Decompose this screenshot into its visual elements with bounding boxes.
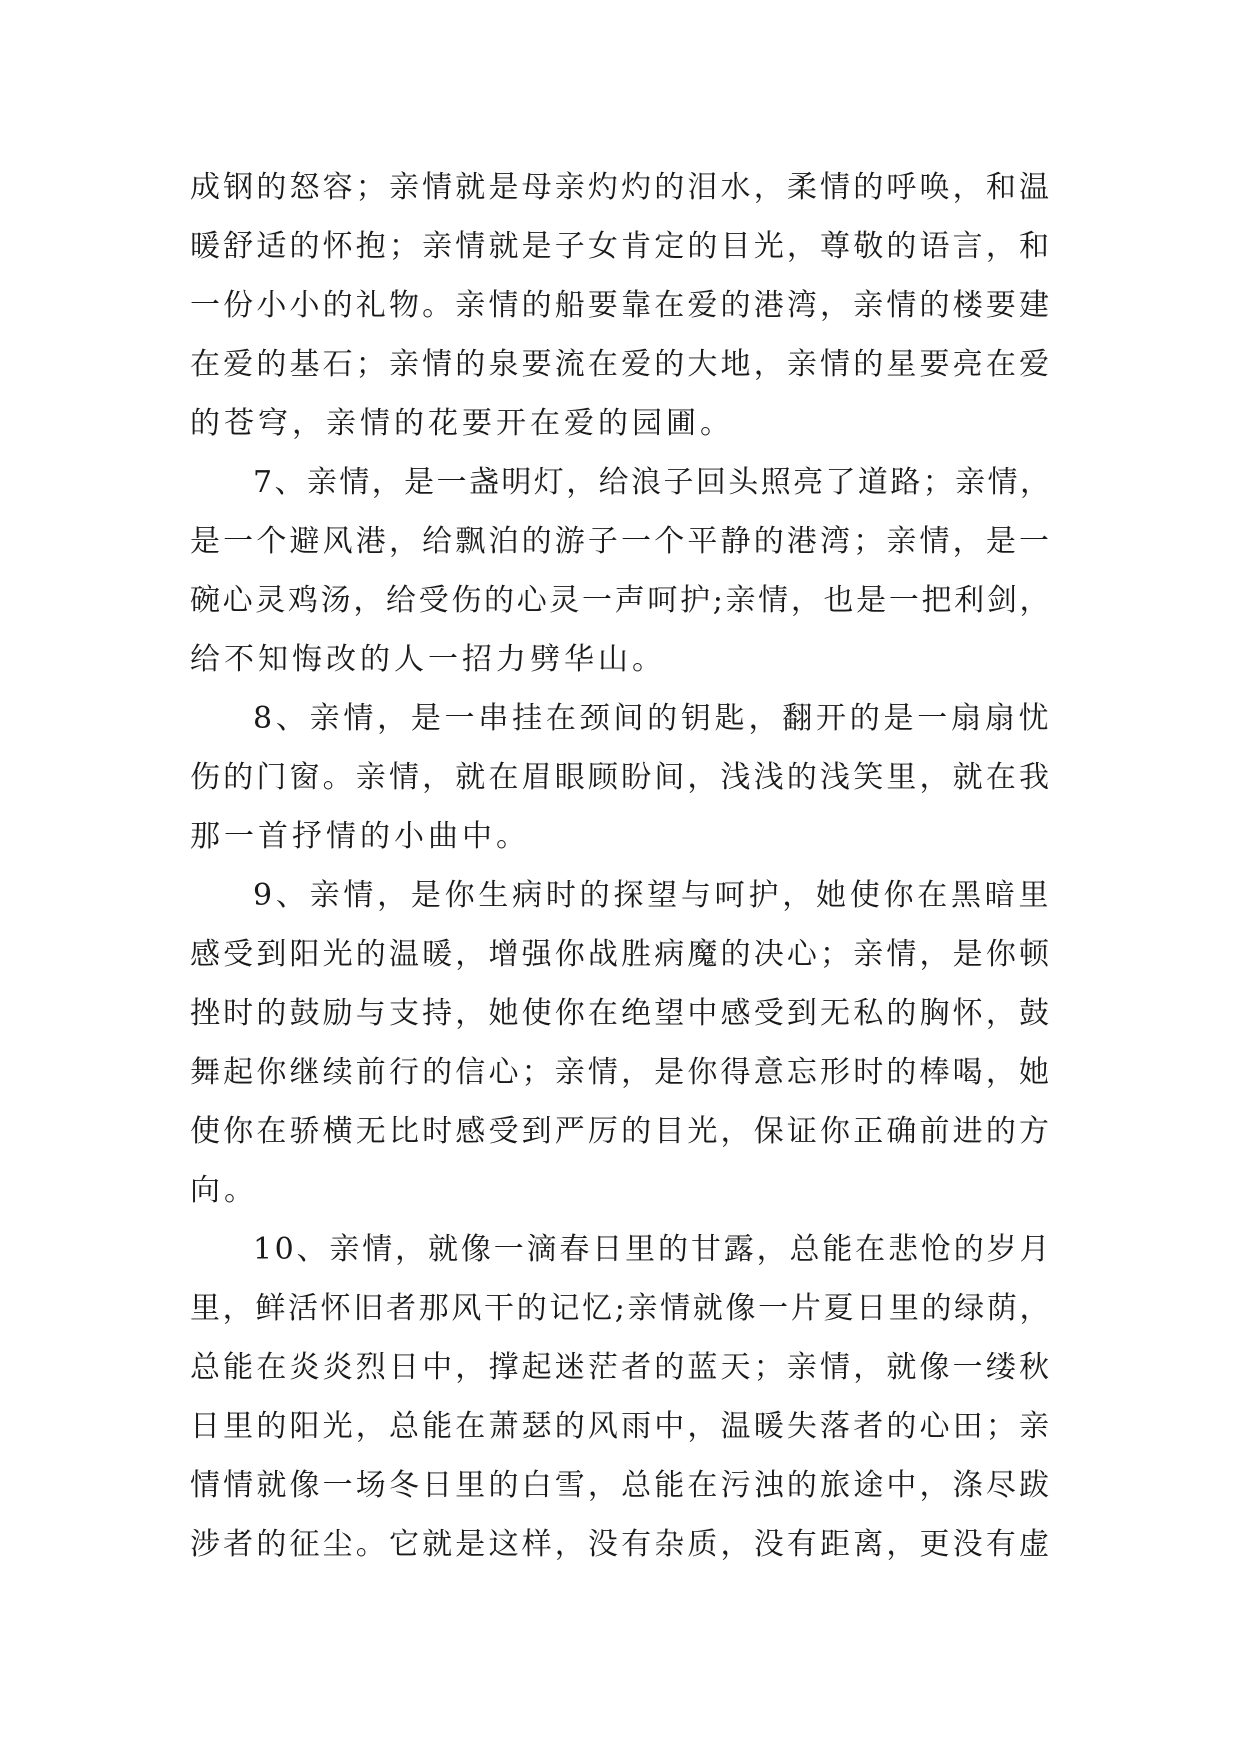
text-line: 8、亲情，是一串挂在颈间的钥匙，翻开的是一扇扇忧 bbox=[253, 701, 1052, 736]
text-line: 里，鲜活怀旧者那风干的记忆;亲情就像一片夏日里的绿荫， bbox=[190, 1291, 1052, 1326]
text-line: 9、亲情，是你生病时的探望与呵护，她使你在黑暗里 bbox=[253, 878, 1052, 913]
text-line: 成钢的怒容；亲情就是母亲灼灼的泪水，柔情的呼唤，和温 bbox=[190, 170, 1052, 205]
text-line: 是一个避风港，给飘泊的游子一个平静的港湾；亲情，是一 bbox=[190, 524, 1052, 559]
text-line: 7、亲情，是一盏明灯，给浪子回头照亮了道路；亲情， bbox=[253, 465, 1052, 500]
text-line: 舞起你继续前行的信心；亲情，是你得意忘形时的棒喝，她 bbox=[190, 1055, 1052, 1090]
text-line: 使你在骄横无比时感受到严厉的目光，保证你正确前进的方 bbox=[190, 1114, 1052, 1149]
text-line: 的苍穹，亲情的花要开在爱的园圃。 bbox=[190, 406, 734, 441]
text-line: 涉者的征尘。它就是这样，没有杂质，没有距离，更没有虚 bbox=[190, 1527, 1052, 1562]
text-line: 给不知悔改的人一招力劈华山。 bbox=[190, 642, 666, 677]
text-line: 一份小小的礼物。亲情的船要靠在爱的港湾，亲情的楼要建 bbox=[190, 288, 1052, 323]
text-line: 向。 bbox=[190, 1173, 258, 1208]
text-line: 碗心灵鸡汤，给受伤的心灵一声呵护;亲情，也是一把利剑， bbox=[190, 583, 1052, 618]
body-text bbox=[190, 158, 1052, 1574]
text-line: 情情就像一场冬日里的白雪，总能在污浊的旅途中，涤尽跋 bbox=[190, 1468, 1052, 1503]
text-line: 感受到阳光的温暖，增强你战胜病魔的决心；亲情，是你顿 bbox=[190, 937, 1052, 972]
text-line: 总能在炎炎烈日中，撑起迷茫者的蓝天；亲情，就像一缕秋 bbox=[190, 1350, 1052, 1385]
text-line: 日里的阳光，总能在萧瑟的风雨中，温暖失落者的心田；亲 bbox=[190, 1409, 1052, 1444]
text-line: 挫时的鼓励与支持，她使你在绝望中感受到无私的胸怀，鼓 bbox=[190, 996, 1052, 1031]
text-line: 在爱的基石；亲情的泉要流在爱的大地，亲情的星要亮在爱 bbox=[190, 347, 1052, 382]
text-line: 10、亲情，就像一滴春日里的甘露，总能在悲怆的岁月 bbox=[253, 1232, 1052, 1267]
text-line: 暖舒适的怀抱；亲情就是子女肯定的目光，尊敬的语言，和 bbox=[190, 229, 1052, 264]
text-line: 伤的门窗。亲情，就在眉眼顾盼间，浅浅的浅笑里，就在我 bbox=[190, 760, 1052, 795]
text-line: 那一首抒情的小曲中。 bbox=[190, 819, 530, 854]
